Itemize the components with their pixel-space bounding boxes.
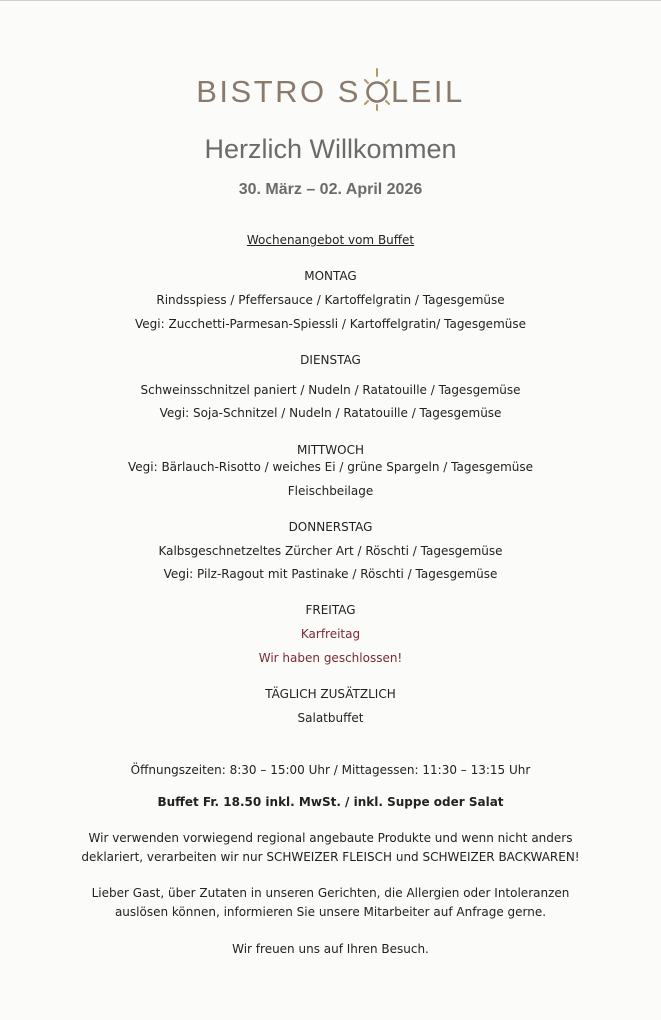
menu-item: Kalbsgeschnetzeltes Zürcher Art / Röschti / Tagesgemüse (158, 544, 503, 558)
day-heading-tuesday: DIENSTAG (300, 353, 361, 367)
allergy-note-line: Lieber Gast, über Zutaten in unseren Gerichten, die Allergien oder Intoleranzen (91, 886, 570, 900)
menu-item: Rindsspiess / Pfeffersauce / Kartoffelgratin / Tagesgemüse (156, 293, 505, 307)
menu-item-vegi: Vegi: Zucchetti-Parmesan-Spiessli / Kartoffelgratin/ Tagesgemüse (135, 317, 526, 331)
buffet-price: Buffet Fr. 18.50 inkl. MwSt. / inkl. Suppe oder Salat (157, 795, 504, 809)
closing-note: Wir freuen uns auf Ihren Besuch. (232, 942, 429, 956)
regional-note-line: deklariert, verarbeiten wir nur SCHWEIZER FLEISCH und SCHWEIZER BACKWAREN! (81, 850, 580, 864)
day-heading-wednesday: MITTWOCH (296, 443, 365, 457)
day-heading-monday: MONTAG (304, 269, 357, 283)
menu-item-vegi: Vegi: Bärlauch-Risotto / weiches Ei / grüne Spargeln / Tagesgemüse (127, 460, 534, 474)
menu-item-vegi: Vegi: Pilz-Ragout mit Pastinake / Röschti / Tagesgemüse (163, 567, 498, 581)
menu-item: Fleischbeilage (287, 484, 374, 498)
day-heading-thursday: DONNERSTAG (288, 520, 373, 534)
bistro-logo (0, 67, 661, 111)
menu-item-vegi: Vegi: Soja-Schnitzel / Nudeln / Ratatouille / Tagesgemüse (159, 406, 502, 420)
allergy-note-line: auslösen können, informieren Sie unsere Mitarbeiter auf Anfrage gerne. (114, 905, 547, 919)
section-title: Wochenangebot vom Buffet (246, 233, 415, 247)
logo-text-left: BISTRO S (196, 74, 361, 109)
welcome-heading: Herzlich Willkommen (204, 134, 457, 164)
logo-text-right: LEIL (390, 74, 465, 109)
sun-icon (364, 67, 390, 111)
closed-notice: Wir haben geschlossen! (258, 651, 403, 665)
menu-item: Schweinsschnitzel paniert / Nudeln / Ratatouille / Tagesgemüse (140, 383, 521, 397)
opening-hours: Öffnungszeiten: 8:30 – 15:00 Uhr / Mittagessen: 11:30 – 13:15 Uhr (130, 763, 531, 777)
holiday-notice: Karfreitag (300, 627, 361, 641)
daily-heading: TÄGLICH ZUSÄTZLICH (265, 687, 396, 701)
regional-note-line: Wir verwenden vorwiegend regional angebaute Produkte und wenn nicht anders (88, 831, 573, 845)
day-heading-friday: FREITAG (305, 603, 356, 617)
date-range: 30. März – 02. April 2026 (238, 181, 423, 198)
menu-item: Salatbuffet (297, 711, 364, 725)
